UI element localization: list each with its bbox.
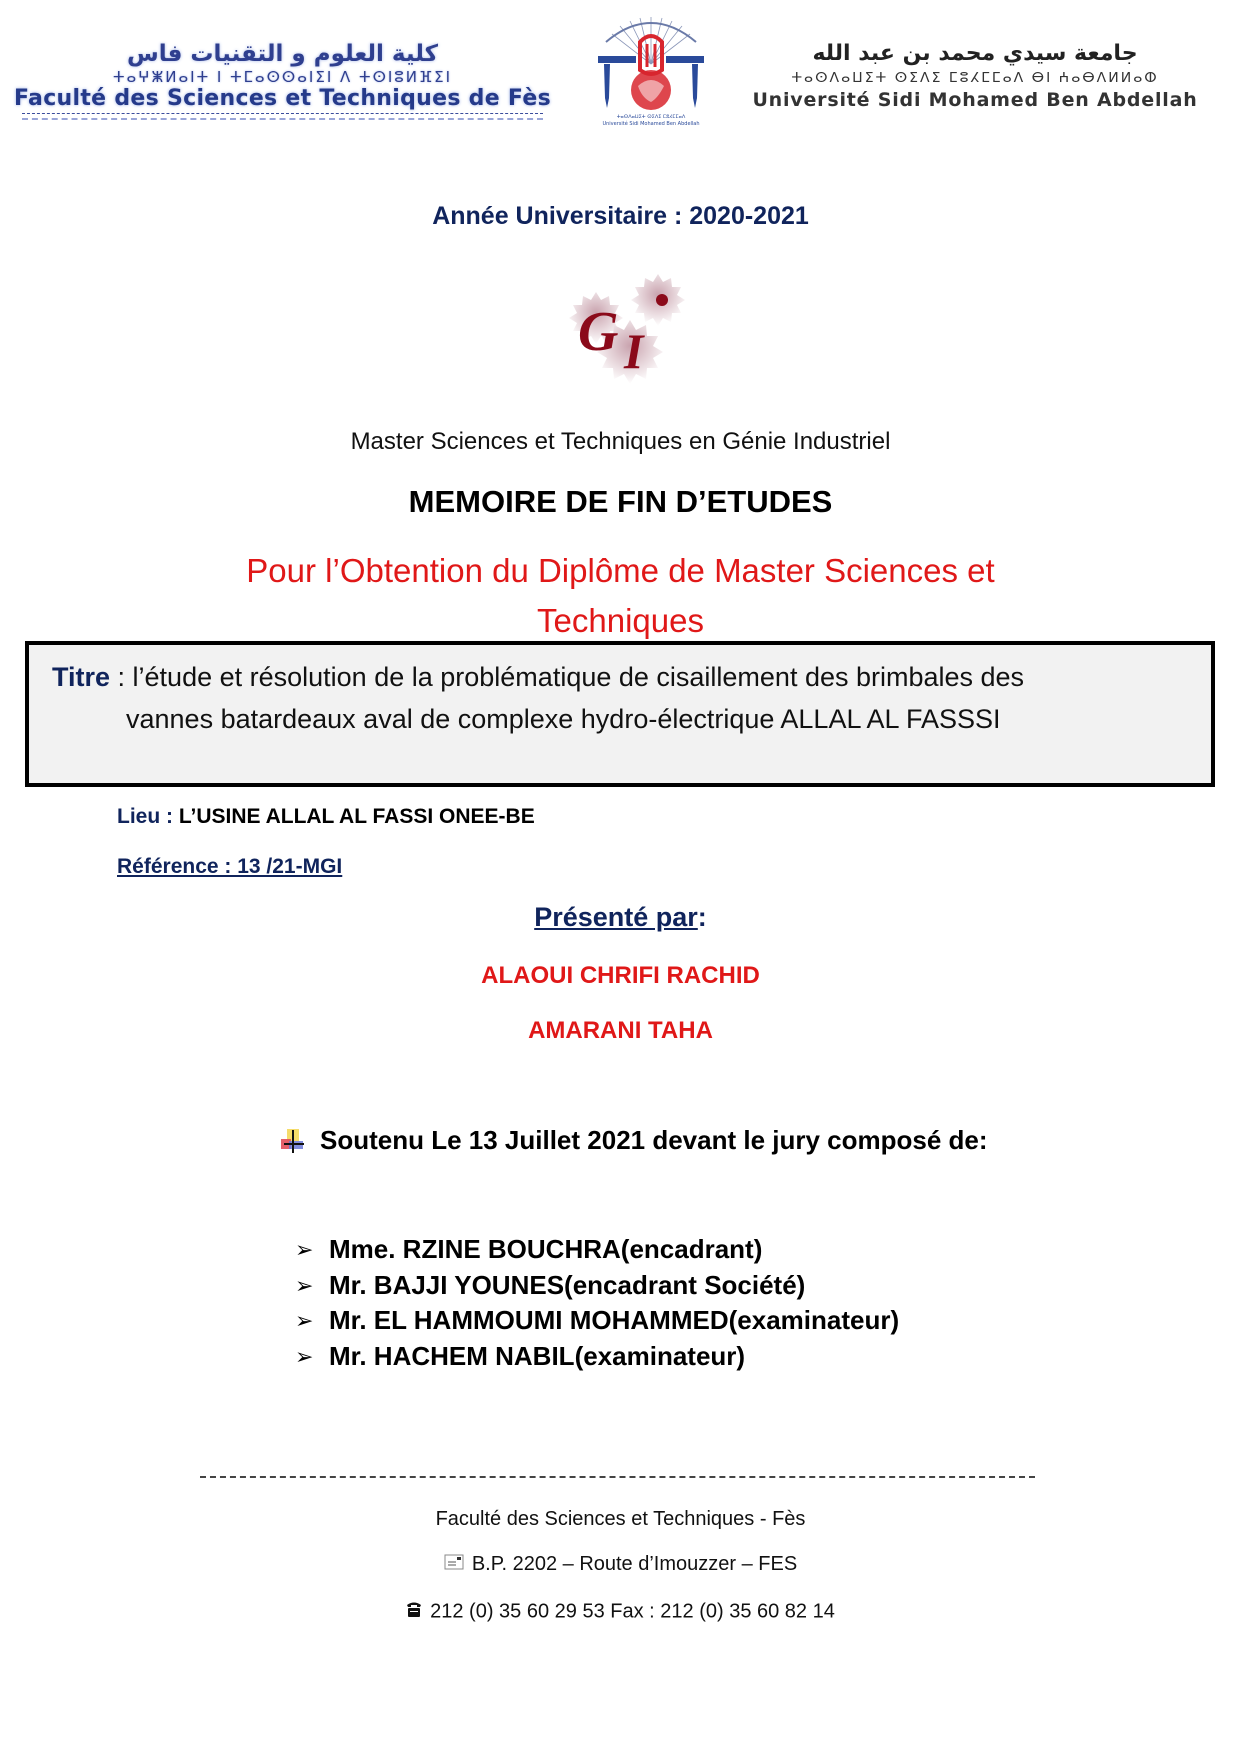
reference: Référence : 13 /21-MGI <box>117 855 343 878</box>
arrow-bullet-icon: ➢ <box>295 1272 314 1298</box>
arrow-bullet-icon: ➢ <box>295 1237 314 1262</box>
diploma-purpose-line-2: Techniques <box>537 602 704 639</box>
gi-logo-icon <box>558 270 698 400</box>
usmba-tifinagh-name: ⵜⴰⵙⴷⴰⵡⵉⵜ ⵙⵉⴷⵉ ⵎⵓⵃⵎⵎⴰⴷ ⴱⵏ ⵄⴰⴱⴷⵍⵍⴰⵀ <box>791 70 1159 86</box>
jury-member-name: Mr. BAJJI YOUNES <box>329 1269 565 1300</box>
diploma-purpose <box>200 546 1041 646</box>
usmba-arabic-name: جامعة سيدي محمد بن عبد الله <box>812 41 1138 66</box>
document-type-heading: MEMOIRE DE FIN D’ETUDES <box>408 484 833 519</box>
diploma-purpose-line-1: Pour l’Obtention du Diplôme de Master Sciences et <box>246 552 995 589</box>
mail-icon <box>444 1553 464 1576</box>
jury-member <box>295 1232 899 1268</box>
thesis-title-line-1 <box>52 656 1191 698</box>
bullet-cross-icon <box>280 1128 306 1154</box>
title-box <box>25 641 1215 787</box>
jury-member <box>295 1303 899 1339</box>
arrow-bullet-icon: ➢ <box>295 1343 314 1369</box>
jury-member-name: Mme. RZINE BOUCHRA <box>329 1234 621 1264</box>
thesis-title <box>52 656 1191 740</box>
title-text-line-1: l’étude et résolution de la problématique de cisaillement des brimbales des <box>132 662 1025 692</box>
usmba-emblem-icon <box>592 12 710 130</box>
jury-member-name: Mr. EL HAMMOUMI MOHAMMED <box>329 1305 729 1335</box>
emblem-caption-tifinagh: ⵜⴰⵙⴷⴰⵡⵉⵜ ⵙⵉⴷⵉ ⵎⵓⵃⵎⵎⴰⴷ <box>616 114 686 120</box>
jury-member-role: (encadrant) <box>620 1234 763 1264</box>
telephone-icon <box>406 1600 422 1624</box>
jury-member-role: (examinateur) <box>728 1305 900 1335</box>
location-value: L’USINE ALLAL AL FASSI ONEE-BE <box>173 805 535 828</box>
jury-member <box>295 1339 899 1375</box>
location-label: Lieu : <box>117 805 173 828</box>
gi-letter-i: I <box>624 323 644 379</box>
presented-by-label: Présenté par <box>534 902 698 932</box>
footer-institution: Faculté des Sciences et Techniques - Fès <box>435 1508 806 1530</box>
footer-address-text: B.P. 2202 – Route d’Imouzzer – FES <box>471 1553 798 1575</box>
footer-phone-text: 212 (0) 35 60 29 53 Fax : 212 (0) 35 60 82 14 <box>430 1600 835 1623</box>
academic-year: Année Universitaire : 2020-2021 <box>432 202 809 230</box>
title-label: Titre <box>52 662 111 692</box>
fst-french-name: Faculté des Sciences et Techniques de Fès <box>14 86 551 111</box>
footer-divider <box>200 1476 1035 1478</box>
defense-statement <box>280 1125 988 1156</box>
jury-member-name: Mr. HACHEM NABIL <box>329 1340 575 1371</box>
presented-by-heading <box>0 902 1241 933</box>
footer-phone <box>0 1600 1241 1624</box>
jury-member-role: (examinateur) <box>574 1340 746 1371</box>
jury-member-role: (encadrant Société) <box>564 1269 806 1300</box>
fst-logo-underline <box>22 113 543 120</box>
usmba-logo-text <box>735 40 1215 112</box>
fst-tifinagh-name: ⵜⴰⵖⵥⵍⴰⵏⵜ ⵏ ⵜⵎⴰⵙⵙⴰⵏⵉⵏ ⴷ ⵜⵙⵏⵓⵍⴼⵉⵏ <box>112 68 453 86</box>
author-name: AMARANI TAHA <box>528 1017 713 1044</box>
presented-by-colon: : <box>697 902 707 932</box>
footer-address <box>0 1553 1241 1576</box>
location <box>117 805 535 829</box>
fst-arabic-name: كلية العلوم و التقنيات فاس <box>126 41 439 67</box>
title-separator: : <box>110 662 133 692</box>
arrow-bullet-icon: ➢ <box>295 1308 314 1333</box>
jury-member <box>295 1268 899 1304</box>
program-name: Master Sciences et Techniques en Génie Industriel <box>350 428 891 455</box>
fst-logo <box>10 40 555 125</box>
defense-text: Soutenu Le 13 Juillet 2021 devant le jury composé de: <box>320 1125 988 1155</box>
usmba-french-name: Université Sidi Mohamed Ben Abdellah <box>752 89 1198 111</box>
emblem-caption-french: Université Sidi Mohamed Ben Abdellah <box>602 121 700 127</box>
thesis-title-line-2: vannes batardeaux aval de complexe hydro-électrique ALLAL AL FASSSI <box>126 704 1001 734</box>
gi-letter-g: G <box>578 301 619 363</box>
jury-list <box>295 1232 899 1374</box>
author-name: ALAOUI CHRIFI RACHID <box>481 962 760 989</box>
